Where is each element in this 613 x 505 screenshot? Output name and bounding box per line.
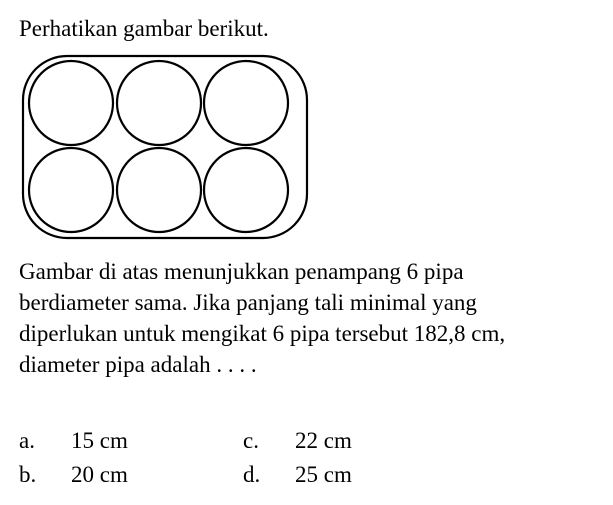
question-line-4: diameter pipa adalah . . . . [19, 352, 257, 377]
pipe-top-left [29, 61, 113, 145]
question-line-3: diperlukan untuk mengikat 6 pipa tersebut 182,8 cm, [19, 321, 506, 346]
option-c[interactable] [243, 424, 352, 458]
intro-text: Perhatikan gambar berikut. [19, 16, 269, 41]
rope-outline [23, 56, 307, 238]
option-letter: a. [19, 428, 35, 453]
option-letter: d. [243, 462, 261, 487]
question-text [19, 256, 579, 380]
pipe-top-right [204, 61, 288, 145]
option-letter: b. [19, 462, 37, 487]
option-value: 15 cm [71, 428, 128, 453]
pipe-top-middle [117, 61, 201, 145]
option-value: 25 cm [295, 462, 352, 487]
option-d[interactable] [243, 458, 352, 492]
option-value: 20 cm [71, 462, 128, 487]
option-value: 22 cm [295, 428, 352, 453]
question-line-1: Gambar di atas menunjukkan penampang 6 pipa [19, 259, 464, 284]
question-line-2: berdiameter sama. Jika panjang tali minimal yang [19, 290, 477, 315]
pipe-bottom-right [204, 148, 288, 232]
pipe-bottom-middle [117, 148, 201, 232]
option-b[interactable] [19, 458, 128, 492]
pipe-bottom-left [29, 148, 113, 232]
option-letter: c. [243, 428, 259, 453]
option-a[interactable] [19, 424, 128, 458]
